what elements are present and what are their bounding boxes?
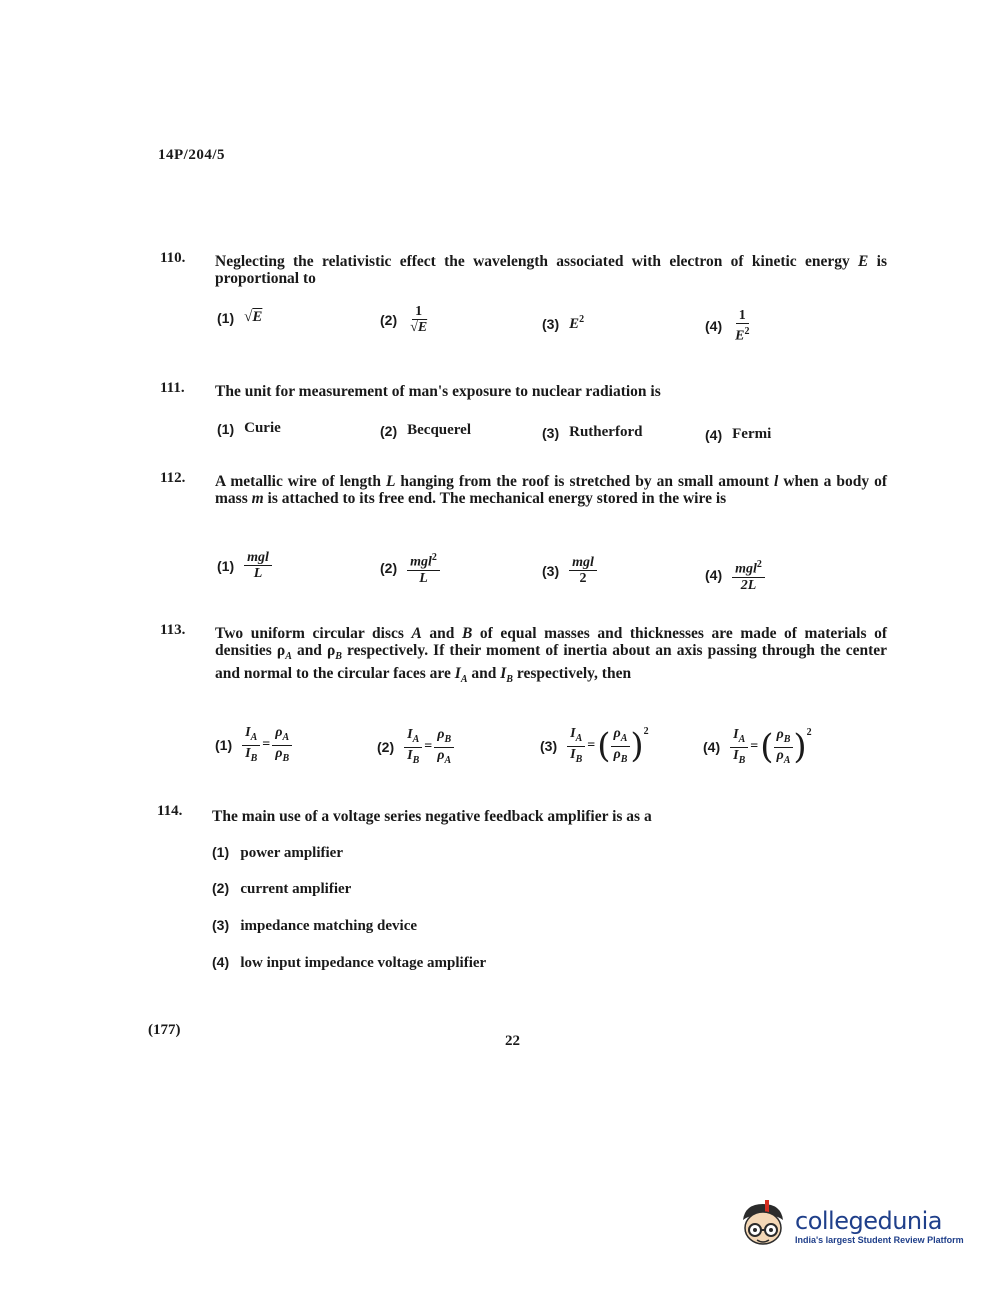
option-label: (1) [212,844,230,860]
question-110-number: 110. [160,250,186,266]
option-label: (2) [380,311,398,328]
q114-option-2 [212,880,351,898]
option-text: Rutherford [569,424,643,440]
question-113-text: Two uniform circular discs A and B of equal masses and thicknesses are made of materials of densities $\rho_A$ and $\rho_B$ respectively. If their moment of inertia about an axis passing through the center and normal to the circular faces are $I_A$ and $I_B$ respectively, then [215,625,887,686]
option-label: (1) [215,737,233,754]
option-text: Curie [244,420,281,436]
option-label: (3) [540,738,558,755]
option-text: current amplifier [240,881,352,897]
q112-option-3 [542,555,597,586]
option-label: (4) [705,317,723,334]
question-114-text: The main use of a voltage series negative feedback amplifier is as a [212,808,652,825]
option-text: Fermi [732,426,772,442]
option-label: (2) [212,880,230,896]
option-label: (4) [212,954,230,970]
paper-code: 14P/204/5 [158,147,225,163]
option-text: impedance matching device [240,918,418,934]
option-label: (3) [542,424,560,441]
option-label: (2) [380,559,398,576]
option-label: (4) [705,566,723,583]
option-label: (3) [212,917,230,933]
ia-ib-equals-rhoa-rhob-formula: $\frac{I_A}{I_B}$ = $\frac{\rho_A}{\rho_B}$ [242,725,292,766]
option-text: Becquerel [407,422,471,438]
question-111-number: 111. [160,380,185,396]
q113-option-2 [377,727,454,768]
ia-ib-equals-rhob-rhoa-squared-formula: $\frac{I_A}{I_B}$ = ( $\frac{\rho_B}{\rho_A}$ ) 2 [730,727,812,768]
question-110-text: Neglecting the relativistic effect the wavelength associated with electron of kinetic energy E is proportional to [215,253,887,287]
question-111-text: The unit for measurement of man's exposure to nuclear radiation is [215,383,661,400]
brand-name: collegedunia [795,1207,943,1235]
q111-option-1 [217,420,281,437]
ia-ib-equals-rhoa-rhob-squared-formula: $\frac{I_A}{I_B}$ = ( $\frac{\rho_A}{\rho_B}$ ) 2 [567,726,649,767]
option-label: (3) [542,562,560,579]
option-text: power amplifier [240,845,343,861]
question-114-number: 114. [157,803,183,819]
mgl-over-l-formula: $\frac{\text{mgl}}{L}$ [244,550,272,581]
q110-option-1 [217,309,262,326]
q112-option-2 [380,550,440,586]
q110-option-4 [705,308,752,344]
question-113-number: 113. [160,622,186,638]
q113-option-4 [703,727,812,768]
ia-ib-equals-rhob-rhoa-formula: $\frac{I_A}{I_B}$ = $\frac{\rho_B}{\rho_A}$ [404,727,454,768]
option-label: (2) [380,422,398,439]
sqrt-e-formula: √E [244,309,263,325]
student-mascot-icon [735,1198,793,1254]
mgl-squared-over-2l-formula: $\frac{mgl^2}{2L}$ [732,557,765,593]
one-over-e-squared-formula: $\frac{1}{E^2}$ [735,308,750,344]
mgl-over-2-formula: $\frac{\text{mgl}}{2}$ [569,555,597,586]
q112-option-4 [705,557,765,593]
option-label: (3) [542,315,560,332]
question-112-number: 112. [160,470,186,486]
option-text: low input impedance voltage amplifier [240,955,487,971]
booklet-code: (177) [148,1022,181,1038]
q114-option-1 [212,844,343,862]
q113-option-1 [215,725,292,766]
q110-option-3 [542,314,584,333]
q114-option-4 [212,954,486,972]
option-label: (4) [705,426,723,443]
option-label: (1) [217,420,235,437]
e-squared-formula: $E^2$ [569,314,585,332]
brand-tagline: India's largest Student Review Platform [795,1235,964,1245]
q114-option-3 [212,917,417,935]
question-112-text: A metallic wire of length L hanging from the roof is stretched by an small amount l when a body of mass m is attached to its free end. The mechanical energy stored in the wire is [215,473,887,507]
option-label: (4) [703,739,721,756]
option-label: (2) [377,739,395,756]
q111-option-4 [705,426,771,443]
option-label: (1) [217,309,235,326]
q111-option-3 [542,424,642,441]
option-label: (1) [217,557,235,574]
q111-option-2 [380,422,471,439]
page-number: 22 [505,1033,520,1049]
q112-option-1 [217,550,272,581]
q113-option-3 [540,726,649,767]
collegedunia-watermark [735,1196,965,1256]
q110-option-2 [380,304,430,335]
mgl-squared-over-l-formula: $\frac{mgl^2}{L}$ [407,550,440,586]
one-over-sqrt-e-formula: $\frac{1}{√E}$ [410,304,428,335]
